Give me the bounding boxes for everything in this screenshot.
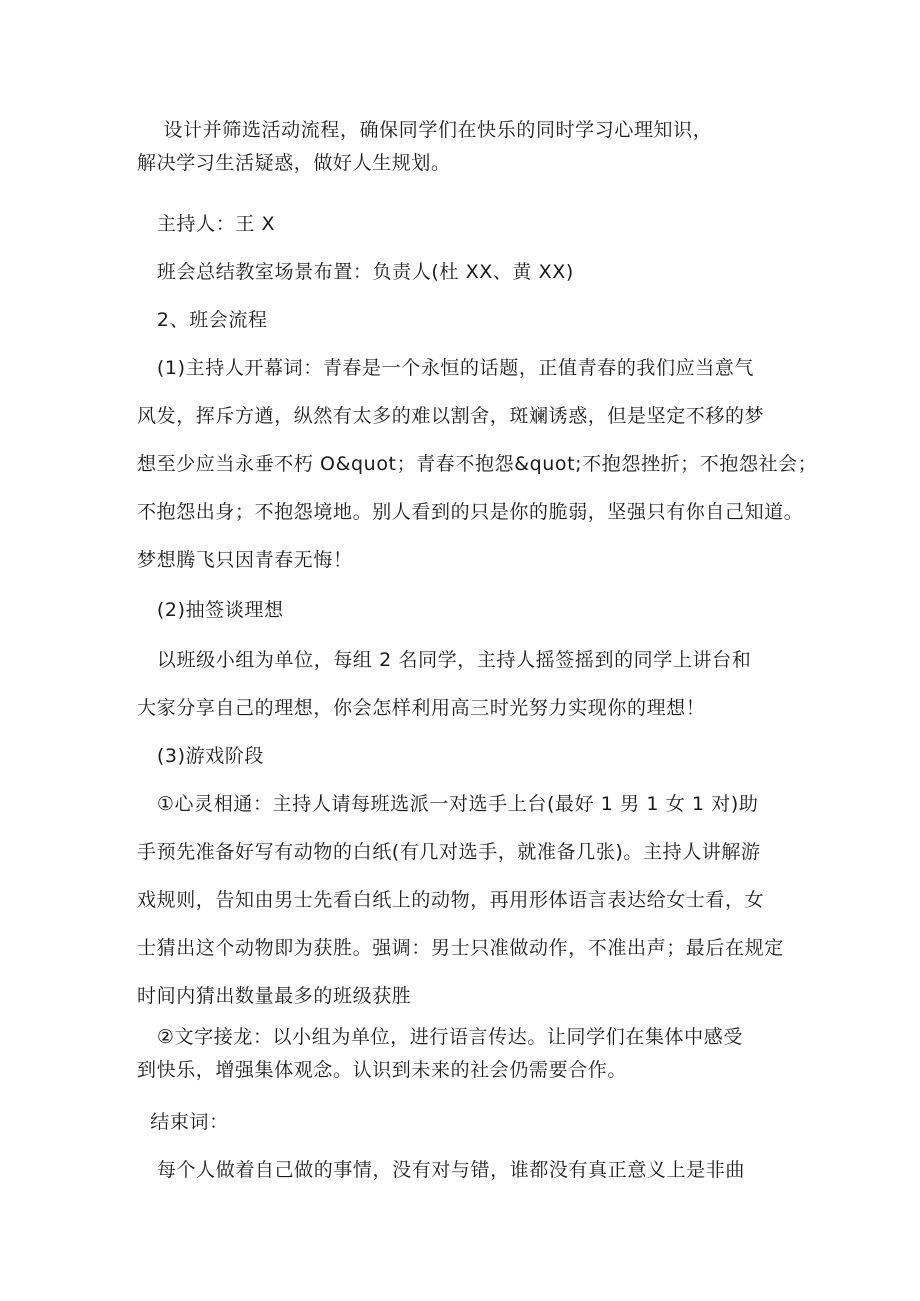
text-line: 结束词： <box>137 1111 229 1133</box>
text-line: (3)游戏阶段 <box>137 745 265 767</box>
game-heart-paragraph <box>137 780 785 1020</box>
text-line: 风发，挥斥方遒，纵然有太多的难以割舍，斑斓诱惑，但是坚定不移的梦 <box>137 405 765 427</box>
text-line: 想至少应当永垂不朽 O&quot；青春不抱怨&quot;不抱怨挫折；不抱怨社会； <box>137 453 818 475</box>
text-line: 设计并筛选活动流程，确保同学们在快乐的同时学习心理知识， <box>137 119 713 141</box>
text-line: 士猜出这个动物即为获胜。强调：男士只准做动作，不准出声；最后在规定 <box>137 937 784 959</box>
text-line: 主持人：王 X <box>137 213 276 235</box>
text-line: 时间内猜出数量最多的班级获胜 <box>137 985 412 1007</box>
closing-paragraph <box>137 1150 785 1190</box>
text-line: 不抱怨出身；不抱怨境地。别人看到的只是你的脆弱，坚强只有你自己知道。 <box>137 501 804 523</box>
text-line: 手预先准备好写有动物的白纸(有几对选手，就准备几张)。主持人讲解游 <box>137 841 761 863</box>
host-line <box>137 204 785 244</box>
venue-layout-line <box>137 252 785 292</box>
opening-speech-paragraph <box>137 344 818 584</box>
text-line: 2、班会流程 <box>137 309 268 331</box>
text-line: 以班级小组为单位，每组 2 名同学，主持人摇签摇到的同学上讲台和 <box>137 649 752 671</box>
text-line: 梦想腾飞只因青春无悔！ <box>137 549 353 571</box>
text-line: ②文字接龙：以小组为单位，进行语言传达。让同学们在集体中感受 <box>137 1026 743 1048</box>
text-line: 到快乐，增强集体观念。认识到未来的社会仍需要合作。 <box>137 1059 628 1081</box>
intro-paragraph <box>137 114 785 180</box>
subheading-draw-lots <box>137 590 785 630</box>
text-line: (2)抽签谈理想 <box>137 599 284 621</box>
text-line: 解决学习生活疑惑，做好人生规划。 <box>137 152 451 174</box>
text-line: (1)主持人开幕词：青春是一个永恒的话题，正值青春的我们应当意气 <box>137 357 755 379</box>
text-line: 戏规则，告知由男士先看白纸上的动物，再用形体语言表达给女士看，女 <box>137 889 765 911</box>
subheading-game-stage <box>137 736 785 776</box>
game-word-chain-paragraph <box>137 1021 785 1087</box>
text-line: 每个人做着自己做的事情，没有对与错，谁都没有真正意义上是非曲 <box>137 1159 745 1181</box>
draw-lots-paragraph <box>137 636 785 732</box>
text-line: 大家分享自己的理想，你会怎样利用高三时光努力实现你的理想！ <box>137 697 706 719</box>
section-heading-process <box>137 300 785 340</box>
text-line: ①心灵相通：主持人请每班选派一对选手上台(最好 1 男 1 女 1 对)助 <box>137 793 759 815</box>
text-line: 班会总结教室场景布置：负责人(杜 XX、黄 XX) <box>137 261 574 283</box>
closing-heading <box>137 1102 785 1142</box>
